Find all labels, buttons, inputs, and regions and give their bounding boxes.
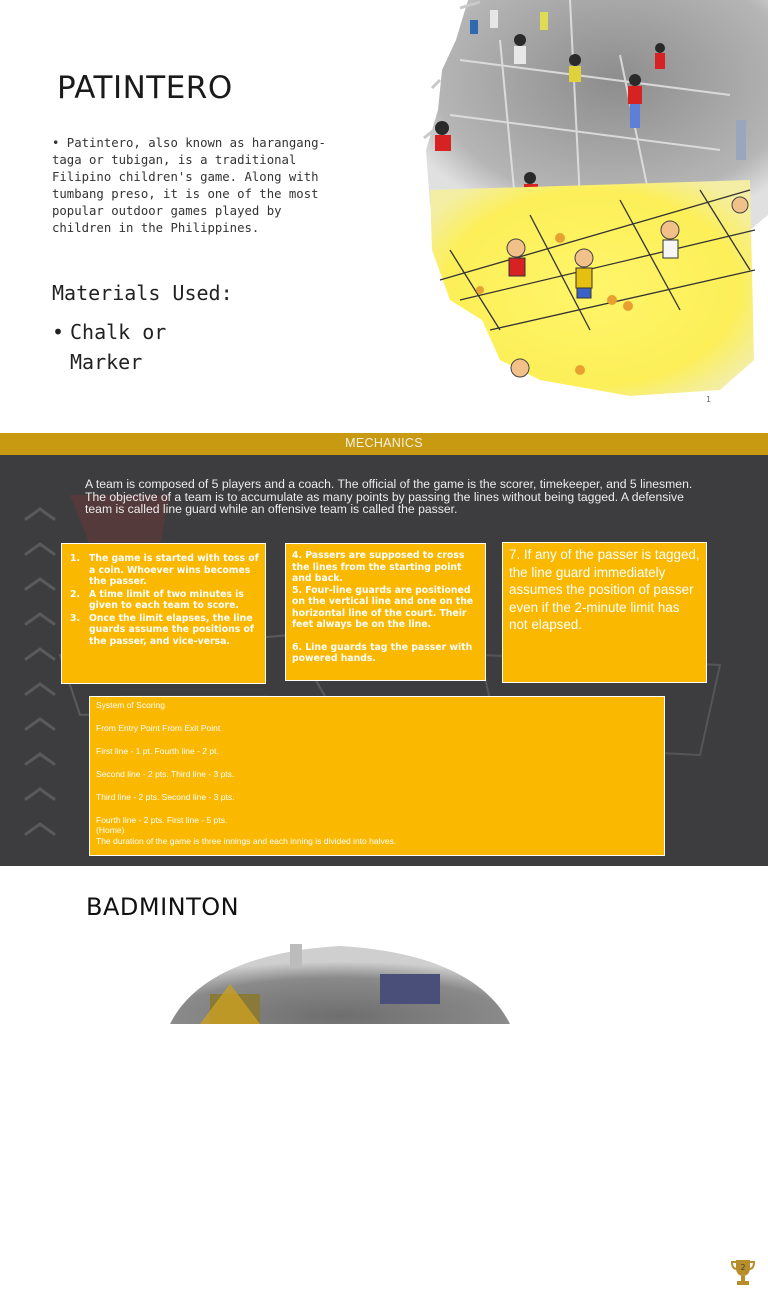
page-number-2: 2 xyxy=(740,1263,746,1272)
mechanics-title: MECHANICS xyxy=(345,436,423,450)
slide-patintero xyxy=(0,0,768,418)
badminton-title: BADMINTON xyxy=(86,893,240,921)
bullet-icon: • xyxy=(52,320,65,344)
rule-7: 7. If any of the passer is tagged, the line guard immediately assumes the position of passer even if the 2-minute limit has not elapsed. xyxy=(509,547,700,632)
rule-text: Once the limit elapses, the line guards assume the positions of the passer, and vice-versa. xyxy=(89,612,254,647)
rule-text: The game is started with toss of a coin. Whoever wins becomes the passer. xyxy=(89,553,259,587)
scoring-line-1: First line - 1 pt. Fourth line - 2 pt. xyxy=(96,746,219,756)
scoring-line-2: Second line - 2 pts. Third line - 3 pts. xyxy=(96,769,235,779)
rule-number: 3. xyxy=(70,612,81,624)
rules-box-left xyxy=(61,543,266,684)
trophy-icon xyxy=(730,1258,756,1288)
rule-4: 4. Passers are supposed to cross the lines from the starting point and back. xyxy=(292,550,465,584)
rule-item xyxy=(70,589,259,612)
rules-list-left xyxy=(62,544,265,647)
materials-heading: Materials Used: xyxy=(52,281,233,305)
intro-text: • Patintero, also known as harangang-taga or tubigan, is a traditional Filipino children's game. Along with tumbang preso, it is one of the most popular outdoor games played by children in the Philippines. xyxy=(52,136,326,235)
scoring-line-3: Third line - 2 pts. Second line - 3 pts. xyxy=(96,792,235,802)
scoring-home: (Home) xyxy=(96,825,125,835)
rule-number: 2. xyxy=(70,588,81,600)
mechanics-paragraph: A team is composed of 5 players and a coach. The official of the game is the scorer, timekeeper, and 5 linesmen. The objective of a team is to accumulate as many points by passing the lines without being tagged. A defensive team is called line guard while an offensive team is called the passer. xyxy=(85,477,693,516)
materials-item xyxy=(52,317,222,377)
scoring-box xyxy=(89,696,665,856)
rule-item xyxy=(70,553,259,588)
page-title: PATINTERO xyxy=(57,70,233,106)
rule-5: 5. Four-line guards are positioned on the vertical line and one on the horizontal line of the court. Their feet always be on the line. xyxy=(292,584,474,630)
scoring-duration: The duration of the game is three innings and each inning is divided into halves. xyxy=(96,836,397,846)
patintero-photo-collage xyxy=(420,0,768,418)
scoring-title: System of Scoring xyxy=(96,700,165,710)
scoring-header: From Entry Point From Exit Point xyxy=(96,723,221,733)
materials-item-text: Chalk or Marker xyxy=(70,320,167,374)
rule-number: 1. xyxy=(70,553,81,564)
rule-6: 6. Line guards tag the passer with powered hands. xyxy=(292,641,473,664)
mechanics-title-bar xyxy=(0,433,768,455)
rule-text: A time limit of two minutes is given to each team to score. xyxy=(89,588,244,611)
rules-box-right xyxy=(502,542,707,683)
badminton-photo xyxy=(150,944,530,1024)
scoring-line-4: Fourth line - 2 pts. First line - 5 pts. xyxy=(96,815,228,825)
page-number: 1 xyxy=(706,395,712,404)
rules-box-middle xyxy=(285,543,486,681)
rule-item xyxy=(70,613,259,648)
